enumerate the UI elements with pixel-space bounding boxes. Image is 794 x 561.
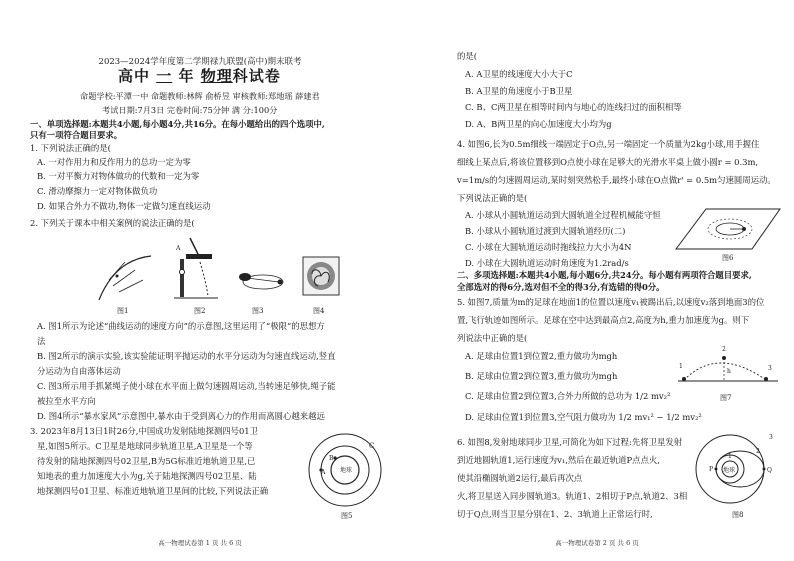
q6-line3: 使其沿椭圆轨道2运行,最后再次点 bbox=[457, 473, 583, 483]
fig8-label-2: 2 bbox=[756, 448, 760, 455]
fig8-caption: 图8 bbox=[732, 511, 744, 519]
fig2-caption: 图2 bbox=[194, 307, 206, 315]
q4-line2: 细线上某点后,将该位置移到O点使小球在足够大的光滑水平桌上做小圆r = 0.3m, bbox=[457, 157, 759, 167]
fig5-label-b: B bbox=[329, 455, 334, 462]
q5-option-c: C. 足球由位置2到位置3,合外力所做的总功为 1/2 mv₂² bbox=[465, 391, 671, 401]
fig7-label-3: 3 bbox=[768, 365, 772, 372]
q1-stem: 1. 下列说法正确的是( bbox=[30, 143, 111, 153]
q6-line5: 切于Q点,则当卫星分别在1、2、3轨道上正常运行时, bbox=[457, 509, 653, 519]
q3-option-a: A. A卫星的线速度大小大于C bbox=[465, 69, 573, 79]
q3-line2: 星,如图5所示。C卫星是地球同步轨道卫星,A卫星是一个等 bbox=[37, 441, 253, 451]
exam-info-time: 考试日期:7月3日 完卷时间:75分钟 满 分:100分 bbox=[102, 105, 278, 115]
fig7-label-h: h bbox=[727, 368, 731, 375]
fig3-caption: 图3 bbox=[252, 307, 264, 315]
q5-option-b: B. 足球由位置2到位置3,重力做功为mgh bbox=[465, 371, 618, 381]
q1-option-b: B. 一对平衡力对物体做功的代数和一定为零 bbox=[37, 171, 200, 181]
q5-line3: 列说法中正确的是( bbox=[457, 333, 528, 343]
q4-option-c: C. 小球在大圆轨道运动时拖线拉力大小为4N bbox=[465, 242, 632, 252]
fig5-caption: 图5 bbox=[341, 512, 353, 520]
q2-option-b-l2: 分运动为自由落体运动 bbox=[37, 366, 121, 376]
figure-1-curve bbox=[95, 250, 155, 305]
exam-info-staff: 命题学校:平潭一中 命题教师:林辉 俞桥昱 审核教师:郑地瑶 薛建君 bbox=[80, 91, 320, 101]
q3-option-c: C. B、C两卫星在相等时间内与地心的连线扫过的面积相等 bbox=[465, 102, 682, 112]
q3-line5: 地探测四号01卫星、标准近地轨道卫星间的比较,下列说法正确 bbox=[37, 486, 269, 496]
q2-option-c-l1: C. 图3所示用手抓紧绳子使小球在水平面上做匀速圆周运动,当转速足够快,绳子能 bbox=[37, 381, 336, 391]
section2-line1: 二、多项选择题:本题共4小题,每小题6分,共24分。每小题有两项符合题目要求, bbox=[457, 270, 752, 280]
q3-option-d: D. A、B两卫星的向心加速度大小均为g bbox=[465, 119, 612, 129]
q1-option-a: A. 一对作用力和反作用力的总功一定为零 bbox=[37, 157, 191, 167]
q5-line2: 置,飞行轨迹如图所示。足球在空中达到最高点2,高度为h,重力加速度为g。则下 bbox=[457, 315, 750, 325]
fig5-label-c: C bbox=[369, 442, 375, 450]
q4-line4: 下列说法正确的是( bbox=[457, 193, 528, 203]
q2-stem: 2. 下列关于课本中相关案例的说法正确的是( bbox=[30, 218, 195, 228]
figure-3-rope-ball bbox=[235, 262, 285, 302]
q3-option-b: B. A卫星的角速度小于B卫星 bbox=[465, 86, 573, 96]
q3-line4: 知地表的重力加速度大小为g,关于陆地探测四号02卫星、陆 bbox=[37, 471, 257, 481]
q2-option-a-l1: A. 图1所示为论述“曲线运动的速度方向”的示意图,这里运用了“极限”的思想方 bbox=[37, 321, 325, 331]
q5-line1: 5. 如图7,质量为m的足球在地面1的位置以速度v₁被踢出后,以速度v₂落到地面3的位 bbox=[457, 297, 765, 307]
fig7-caption: 图7 bbox=[720, 394, 732, 402]
left-footer: 高一物理试卷第 1 页 共 6 页 bbox=[158, 539, 242, 547]
q5-option-a: A. 足球由位置1到位置2,重力做功为mgh bbox=[465, 351, 618, 361]
fig4-caption: 图4 bbox=[313, 307, 325, 315]
q3-line1: 3. 2023年8月13日1时26分,中国成功发射陆地探测四号01卫 bbox=[30, 426, 259, 436]
fig8-label-3: 3 bbox=[769, 434, 773, 441]
q4-option-b: B. 小球从小圆轨道过渡到大圆轨道经历(二) bbox=[465, 226, 626, 236]
section2-line2: 全部选对的得6分,选对但不全的得3分,有选错的得0分。 bbox=[457, 282, 665, 292]
q5-option-d: D. 足球由位置1到位置3,空气阻力做功为 1/2 mv₁² − 1/2 mv₂² bbox=[465, 412, 702, 422]
fig7-label-1: 1 bbox=[679, 363, 683, 370]
q4-line3: v=1m/s的匀速圆周运动,某时刻突然松手,最终小球在O点做r' = 0.5m匀速圆周运动。 bbox=[457, 175, 776, 185]
q6-line1: 6. 如图8,发射地球同步卫星,可简化为如下过程:先将卫星发射 bbox=[457, 437, 683, 447]
q3-line3: 待发射的陆地探测四号02卫星,B为5G标准近地轨道卫星,已 bbox=[37, 456, 256, 466]
q2-option-d: D. 图4所示“暴水家风”示意图中,暴水由于受到离心力的作用而离圆心越来越远 bbox=[37, 411, 325, 421]
fig8-label-1: 1 bbox=[728, 453, 732, 460]
q6-line4: 火,将卫星送入同步圆轨道3。轨道1、2相切于P点,轨道2、3相 bbox=[457, 491, 688, 501]
exam-title: 高中 一 年 物理科试卷 bbox=[118, 67, 281, 85]
fig1-caption: 图1 bbox=[117, 307, 129, 315]
q4-option-d: D. 小球在大圆轨道运动时角速度为1.2rad/s bbox=[465, 258, 629, 268]
q1-option-d: D. 如果合外力不做功,物体一定做匀速直线运动 bbox=[37, 201, 211, 211]
q2-option-b-l1: B. 图2所示的演示实验,该实验能证明平抛运动的水平分运动为匀速直线运动,竖直 bbox=[37, 351, 336, 361]
fig2-label-a: A bbox=[176, 245, 181, 252]
fig8-label-q: Q bbox=[767, 467, 772, 474]
q4-line1: 4. 如图6,长为0.5m细线一端固定于O点,另一端固定一个质量为2kg小球,用手握住 bbox=[457, 139, 760, 149]
figure-6-table-circle bbox=[672, 203, 782, 255]
section1-line1: 一、单项选择题:本题共4小题,每小题4分,共16分。在每小题给出的四个选项中, bbox=[30, 119, 325, 129]
q1-option-c: C. 滑动摩擦力一定对物体做负功 bbox=[37, 186, 158, 196]
section1-line2: 只有一项符合题目要求。 bbox=[30, 130, 123, 140]
q6-line2: 到近地圆轨道1,运行速度为v₁,然后在最近轨道P点点火, bbox=[457, 455, 660, 465]
fig5-label-a: A bbox=[321, 469, 326, 476]
figure-8-orbits bbox=[694, 430, 778, 508]
fig8-earth-label: 地球 bbox=[723, 467, 736, 474]
fig6-caption: 图6 bbox=[722, 254, 734, 262]
q4-option-a: A. 小球从小圆轨道运动到大圆轨道全过程机械能守恒 bbox=[465, 210, 661, 220]
fig5-earth-label: 地球 bbox=[340, 467, 353, 474]
q3-cont-stem: 的是( bbox=[457, 51, 478, 61]
q2-option-a-l2: 法 bbox=[37, 336, 46, 346]
fig8-label-p: P bbox=[709, 466, 714, 473]
q2-option-c-l2: 被拉至水平方向 bbox=[37, 396, 96, 406]
exam-header: 2023—2024学年度第二学期禄九联盟(高中)期末联考 bbox=[98, 57, 302, 67]
right-footer: 高一物理试卷第 2 页 共 6 页 bbox=[555, 539, 639, 547]
right-page bbox=[400, 0, 794, 561]
fig7-label-2: 2 bbox=[722, 346, 726, 353]
figure-4-spin-dryer bbox=[302, 256, 340, 296]
